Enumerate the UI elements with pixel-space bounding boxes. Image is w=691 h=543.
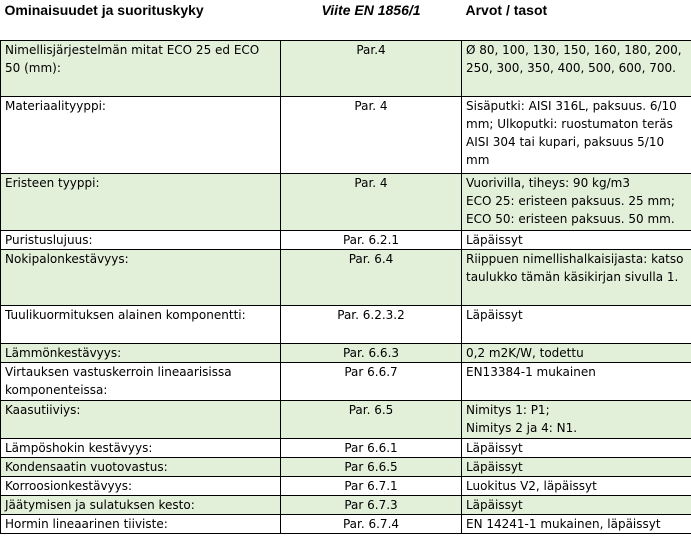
table-row <box>1 344 691 363</box>
table-row <box>1 231 691 250</box>
row-value: 0,2 m2K/W, todettu <box>462 344 691 363</box>
row-reference: Par. 6.6.3 <box>281 344 462 363</box>
row-property: Lämpöshokin kestävyys: <box>1 439 281 458</box>
row-reference: Par. 4 <box>281 174 462 231</box>
row-property: Puristuslujuus: <box>1 231 281 250</box>
table-row <box>1 306 691 344</box>
table-row <box>1 477 691 496</box>
row-property: Virtauksen vastuskerroin lineaarisissa komponenteissa: <box>1 363 281 401</box>
row-property: Tuulikuormituksen alainen komponentti: <box>1 306 281 344</box>
header-reference: Viite EN 1856/1 <box>281 0 462 41</box>
row-reference: Par.4 <box>281 41 462 97</box>
row-value: Luokitus V2, läpäissyt <box>462 477 691 496</box>
row-reference: Par. 6.4 <box>281 250 462 306</box>
table-row <box>1 515 691 534</box>
row-property: Korroosionkestävyys: <box>1 477 281 496</box>
row-reference: Par. 6.2.3.2 <box>281 306 462 344</box>
row-value: Riippuen nimellishalkaisijasta: katso taulukko tämän käsikirjan sivulla 1. <box>462 250 691 306</box>
header-values: Arvot / tasot <box>462 0 691 41</box>
row-value: Ø 80, 100, 130, 150, 160, 180, 200, 250, 300, 350, 400, 500, 600, 700. <box>462 41 691 97</box>
table-row <box>1 174 691 231</box>
row-property: Hormin lineaarinen tiiviste: <box>1 515 281 534</box>
table-row <box>1 439 691 458</box>
row-property: Lämmönkestävyys: <box>1 344 281 363</box>
row-property: Eristeen tyyppi: <box>1 174 281 231</box>
table-row <box>1 401 691 439</box>
row-reference: Par 6.6.1 <box>281 439 462 458</box>
row-reference: Par 6.6.7 <box>281 363 462 401</box>
row-property: Kondensaatin vuotovastus: <box>1 458 281 477</box>
table-row <box>1 97 691 174</box>
row-property: Materiaalityyppi: <box>1 97 281 174</box>
row-reference: Par. 6.2.1 <box>281 231 462 250</box>
row-property: Jäätymisen ja sulatuksen kesto: <box>1 496 281 515</box>
row-reference: Par 6.7.1 <box>281 477 462 496</box>
row-reference: Par. 6.7.4 <box>281 515 462 534</box>
row-reference: Par 6.6.5 <box>281 458 462 477</box>
table-row <box>1 496 691 515</box>
row-reference: Par 6.7.3 <box>281 496 462 515</box>
row-value: Nimitys 1: P1; Nimitys 2 ja 4: N1. <box>462 401 691 439</box>
table-row <box>1 363 691 401</box>
row-value: Sisäputki: AISI 316L, paksuus. 6/10 mm; Ulkoputki: ruostumaton teräs AISI 304 tai kupari, paksuus 5/10 mm <box>462 97 691 174</box>
row-value: Vuorivilla, tiheys: 90 kg/m3 ECO 25: eristeen paksuus. 25 mm; ECO 50: eristeen paksuus. 50 mm. <box>462 174 691 231</box>
table-row <box>1 458 691 477</box>
row-reference: Par. 4 <box>281 97 462 174</box>
row-value: EN13384-1 mukainen <box>462 363 691 401</box>
row-reference: Par. 6.5 <box>281 401 462 439</box>
row-value: Läpäissyt <box>462 496 691 515</box>
table-row <box>1 250 691 306</box>
row-property: Kaasutiiviys: <box>1 401 281 439</box>
row-property: Nokipalonkestävyys: <box>1 250 281 306</box>
row-value: EN 14241-1 mukainen, läpäissyt <box>462 515 691 534</box>
header-properties: Ominaisuudet ja suorituskyky <box>1 0 281 41</box>
row-value: Läpäissyt <box>462 458 691 477</box>
row-value: Läpäissyt <box>462 439 691 458</box>
row-value: Läpäissyt <box>462 306 691 344</box>
row-property: Nimellisjärjestelmän mitat ECO 25 ed ECO 50 (mm): <box>1 41 281 97</box>
row-value: Läpäissyt <box>462 231 691 250</box>
table-row <box>1 41 691 97</box>
table-header-row <box>1 0 691 41</box>
